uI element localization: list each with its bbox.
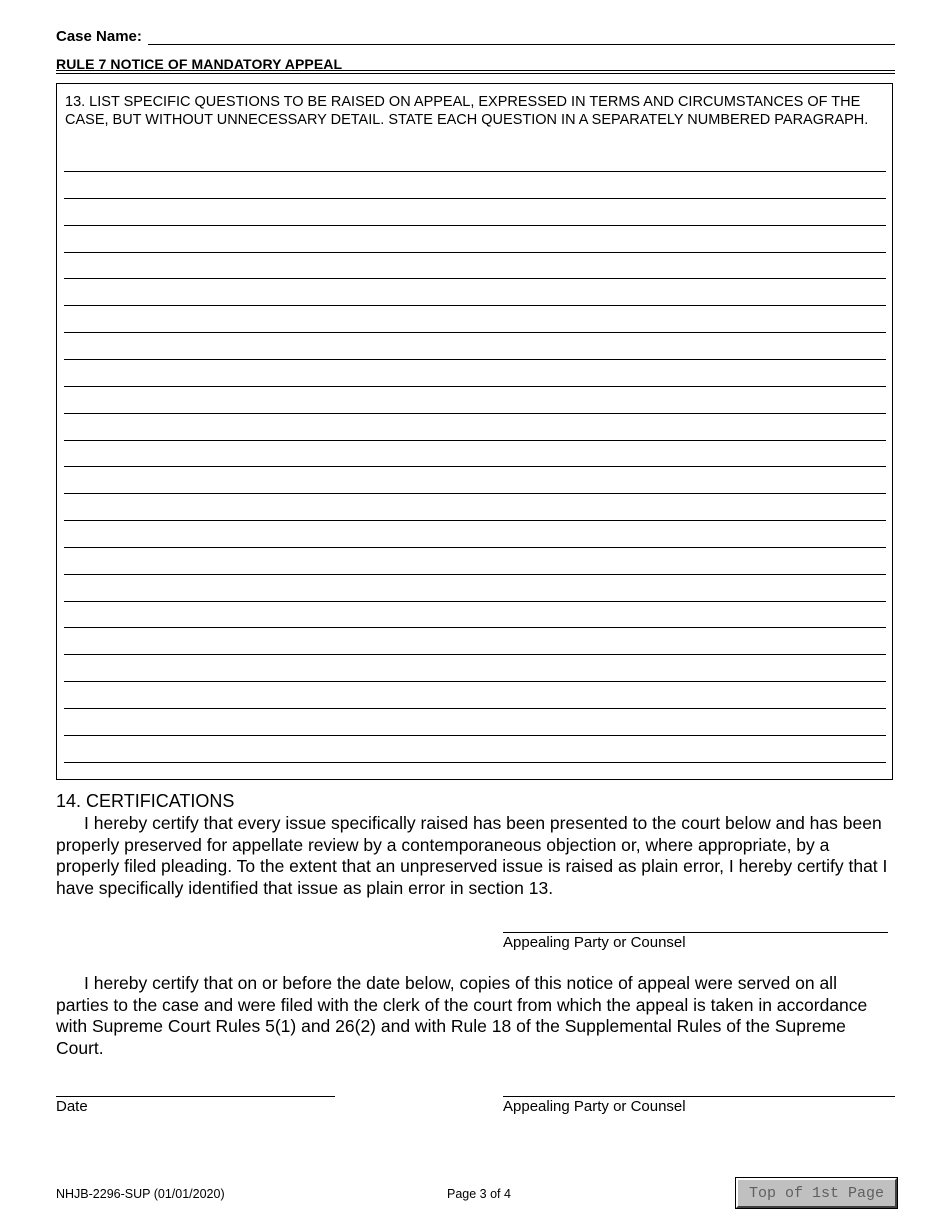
answer-line[interactable] (64, 737, 886, 763)
question-13-box (56, 83, 893, 780)
answer-line[interactable] (64, 415, 886, 441)
certifications-heading: 14. CERTIFICATIONS (56, 791, 235, 811)
answer-line[interactable] (64, 602, 886, 628)
signature-field-2[interactable] (503, 1096, 895, 1097)
case-name-field[interactable] (148, 44, 895, 45)
answer-line[interactable] (64, 388, 886, 414)
answer-line[interactable] (64, 361, 886, 387)
answer-line[interactable] (64, 522, 886, 548)
answer-line[interactable] (64, 629, 886, 655)
answer-line[interactable] (64, 227, 886, 253)
answer-line[interactable] (64, 441, 886, 467)
answer-line[interactable] (64, 495, 886, 521)
answer-line[interactable] (64, 683, 886, 709)
answer-line[interactable] (64, 549, 886, 575)
top-of-first-page-button[interactable]: Top of 1st Page (736, 1178, 897, 1208)
title-divider (56, 70, 895, 71)
answer-line[interactable] (64, 468, 886, 494)
form-number: NHJB-2296-SUP (01/01/2020) (56, 1187, 225, 1201)
answer-line[interactable] (64, 710, 886, 736)
answer-line[interactable] (64, 307, 886, 333)
signature-field-1[interactable] (503, 932, 888, 933)
signature-label-2: Appealing Party or Counsel (503, 1098, 686, 1115)
answer-line[interactable] (64, 200, 886, 226)
date-label: Date (56, 1098, 88, 1115)
answer-line[interactable] (64, 253, 886, 279)
answer-line[interactable] (64, 656, 886, 682)
signature-label-1: Appealing Party or Counsel (503, 934, 686, 951)
certification-paragraph-2: I hereby certify that on or before the date below, copies of this notice of appeal were served on all parties to the case and were filed with the clerk of the court from which the appeal is taken in accordance with Supreme Court Rules 5(1) and 26(2) and with Rule 18 of the Supplemental Rules of the Supreme Court. (56, 973, 868, 1058)
form-title: RULE 7 NOTICE OF MANDATORY APPEAL (56, 56, 343, 72)
answer-line[interactable] (64, 146, 886, 172)
title-divider (56, 73, 895, 74)
page-number: Page 3 of 4 (447, 1187, 511, 1201)
answer-line[interactable] (64, 280, 886, 306)
question-13-text: 13. LIST SPECIFIC QUESTIONS TO BE RAISED ON APPEAL, EXPRESSED IN TERMS AND CIRCUMSTANCES OF THE CASE, BUT WITHOUT UNNECESSARY DETAIL. STATE EACH QUESTION IN A SEPARATELY NUMBERED PARAGRAPH. (65, 94, 869, 128)
certification-paragraph-1: I hereby certify that every issue specifically raised has been presented to the court below and has been properly preserved for appellate review by a contemporaneous objection or, where appropriate, by a properly filed pleading. To the extent that an unpreserved issue is raised as plain error, I hereby certify that I have specifically identified that issue as plain error in section 13. (56, 813, 888, 898)
answer-line[interactable] (64, 334, 886, 360)
case-name-label: Case Name: (56, 28, 142, 45)
date-field[interactable] (56, 1096, 335, 1097)
answer-line[interactable] (64, 576, 886, 602)
answer-line[interactable] (64, 173, 886, 199)
